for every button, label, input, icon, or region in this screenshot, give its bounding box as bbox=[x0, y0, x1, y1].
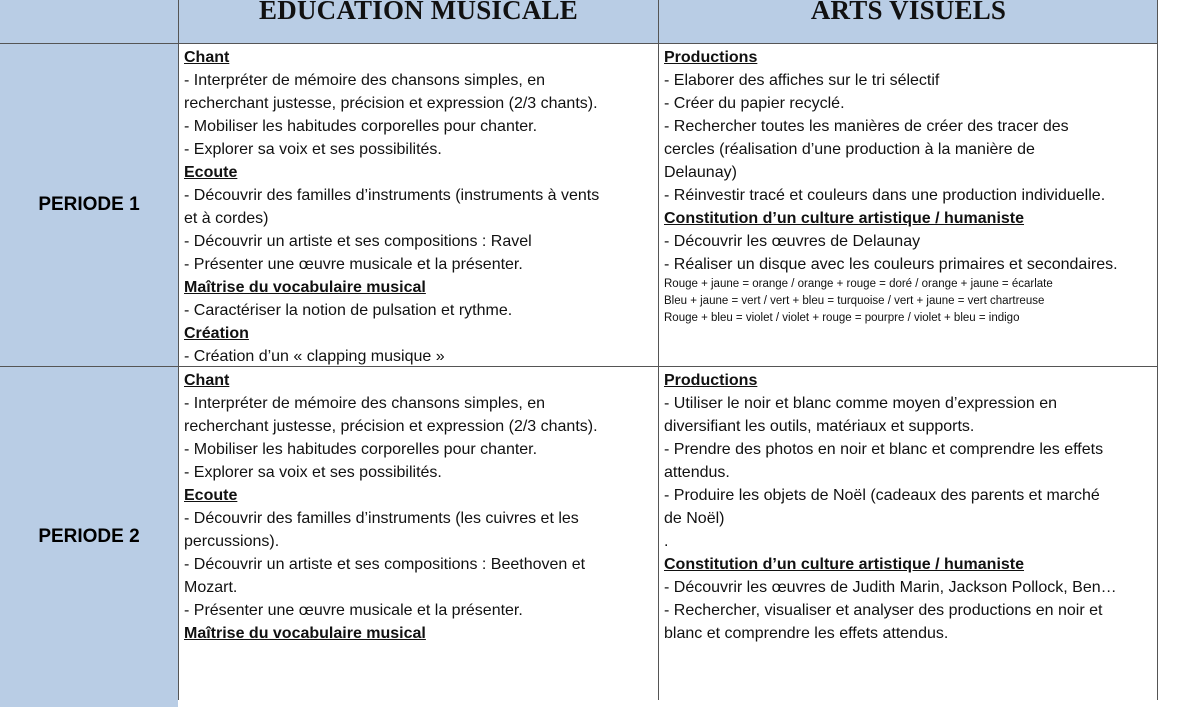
content-line: - Caractériser la notion de pulsation et rythme. bbox=[184, 302, 513, 319]
content-line: - Interpréter de mémoire des chansons simples, en bbox=[184, 72, 546, 89]
section-heading: Productions bbox=[664, 372, 758, 389]
period-2-education-cell bbox=[179, 367, 658, 707]
content-line: recherchant justesse, précision et expression (2/3 chants). bbox=[184, 418, 598, 435]
period-1-education-cell bbox=[179, 44, 658, 366]
content-line: diversifiant les outils, matériaux et supports. bbox=[664, 418, 975, 435]
content-line: recherchant justesse, précision et expression (2/3 chants). bbox=[184, 95, 598, 112]
section-heading: Constitution d’un culture artistique / humaniste bbox=[664, 210, 1025, 227]
period-2-label: PERIODE 2 bbox=[0, 367, 178, 707]
content-line: - Découvrir un artiste et ses compositions : Beethoven et bbox=[184, 556, 586, 573]
section-heading: Création bbox=[184, 325, 249, 342]
section-heading: Ecoute bbox=[184, 487, 238, 504]
content-line: - Création d’un « clapping musique » bbox=[184, 348, 445, 365]
section-heading: Maîtrise du vocabulaire musical bbox=[184, 625, 426, 642]
content-line: - Découvrir des familles d’instruments (les cuivres et les bbox=[184, 510, 579, 527]
header-arts-visuels-label: ARTS VISUELS bbox=[810, 0, 1007, 25]
grid-line-horizontal bbox=[0, 43, 1158, 44]
content-line: - Prendre des photos en noir et blanc et comprendre les effets bbox=[664, 441, 1104, 458]
header-education-musicale-label: EDUCATION MUSICALE bbox=[259, 0, 578, 25]
header-education-musicale bbox=[179, 0, 658, 43]
content-line: - Mobiliser les habitudes corporelles pour chanter. bbox=[184, 118, 538, 135]
color-mix-note: Rouge + jaune = orange / orange + rouge = doré / orange + jaune = écarlate bbox=[664, 278, 1053, 290]
content-line: - Elaborer des affiches sur le tri sélectif bbox=[664, 72, 940, 89]
content-line: Delaunay) bbox=[664, 164, 737, 181]
content-line: - Créer du papier recyclé. bbox=[664, 95, 845, 112]
grid-line-vertical bbox=[658, 0, 659, 700]
header-arts-visuels bbox=[659, 0, 1158, 43]
content-line: - Produire les objets de Noël (cadeaux des parents et marché bbox=[664, 487, 1100, 504]
section-heading: Chant bbox=[184, 372, 230, 389]
section-heading: Constitution d’un culture artistique / humaniste bbox=[664, 556, 1025, 573]
color-mix-note: Rouge + bleu = violet / violet + rouge = pourpre / violet + bleu = indigo bbox=[664, 312, 1020, 324]
content-line: Mozart. bbox=[184, 579, 238, 596]
content-line: cercles (réalisation d’une production à la manière de bbox=[664, 141, 1035, 158]
content-line: - Explorer sa voix et ses possibilités. bbox=[184, 464, 442, 481]
section-heading: Productions bbox=[664, 49, 758, 66]
header-corner-cell bbox=[0, 0, 178, 43]
content-line: de Noël) bbox=[664, 510, 725, 527]
content-line: - Explorer sa voix et ses possibilités. bbox=[184, 141, 442, 158]
period-1-label: PERIODE 1 bbox=[0, 44, 178, 366]
content-line: - Découvrir un artiste et ses compositions : Ravel bbox=[184, 233, 532, 250]
period-2-arts-cell bbox=[659, 367, 1158, 707]
content-line: et à cordes) bbox=[184, 210, 269, 227]
section-heading: Chant bbox=[184, 49, 230, 66]
content-line: - Réaliser un disque avec les couleurs primaires et secondaires. bbox=[664, 256, 1118, 273]
content-line: percussions). bbox=[184, 533, 280, 550]
content-line: - Découvrir les œuvres de Judith Marin, Jackson Pollock, Ben… bbox=[664, 579, 1117, 596]
grid-line-vertical bbox=[178, 0, 179, 700]
grid-line-vertical bbox=[1157, 0, 1158, 700]
content-line: - Découvrir des familles d’instruments (instruments à vents bbox=[184, 187, 600, 204]
grid-line-horizontal bbox=[0, 366, 1158, 367]
content-line: - Interpréter de mémoire des chansons simples, en bbox=[184, 395, 546, 412]
content-line: - Utiliser le noir et blanc comme moyen d’expression en bbox=[664, 395, 1058, 412]
content-line: - Présenter une œuvre musicale et la présenter. bbox=[184, 602, 523, 619]
content-line: . bbox=[664, 533, 669, 550]
content-line: - Présenter une œuvre musicale et la présenter. bbox=[184, 256, 523, 273]
content-line: blanc et comprendre les effets attendus. bbox=[664, 625, 949, 642]
content-line: - Mobiliser les habitudes corporelles pour chanter. bbox=[184, 441, 538, 458]
period-1-arts-cell bbox=[659, 44, 1158, 366]
content-line: - Découvrir les œuvres de Delaunay bbox=[664, 233, 921, 250]
content-line: - Rechercher, visualiser et analyser des productions en noir et bbox=[664, 602, 1103, 619]
content-line: attendus. bbox=[664, 464, 730, 481]
section-heading: Maîtrise du vocabulaire musical bbox=[184, 279, 426, 296]
content-line: - Rechercher toutes les manières de créer des tracer des bbox=[664, 118, 1069, 135]
color-mix-note: Bleu + jaune = vert / vert + bleu = turquoise / vert + jaune = vert chartreuse bbox=[664, 295, 1045, 307]
content-line: - Réinvestir tracé et couleurs dans une production individuelle. bbox=[664, 187, 1106, 204]
section-heading: Ecoute bbox=[184, 164, 238, 181]
